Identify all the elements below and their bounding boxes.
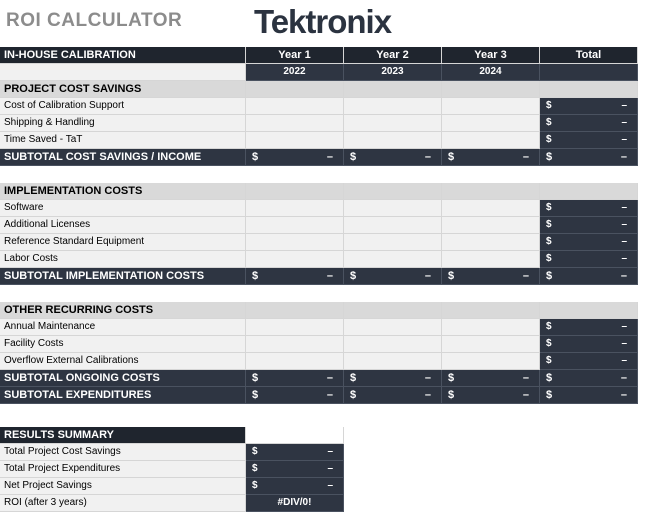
row-label[interactable]: Cost of Calibration Support (0, 98, 246, 115)
row-label[interactable]: Software (0, 200, 246, 217)
input-cell[interactable] (442, 319, 540, 336)
value-dash: – (621, 134, 627, 145)
value-dash: – (424, 372, 431, 384)
date-row-blank[interactable] (0, 64, 246, 81)
currency-sign: $ (546, 100, 552, 111)
input-cell[interactable] (344, 217, 442, 234)
currency-sign: $ (546, 372, 553, 384)
section-header (0, 183, 638, 200)
currency-sign: $ (350, 372, 357, 384)
currency-sign: $ (546, 253, 552, 264)
table-row (0, 495, 344, 512)
input-cell[interactable] (246, 98, 344, 115)
value-dash: – (620, 372, 627, 384)
table-row (0, 251, 638, 268)
section-header (0, 302, 638, 319)
value-dash: – (620, 270, 627, 282)
row-label[interactable]: Total Project Expenditures (0, 461, 246, 478)
app-title: ROI CALCULATOR (6, 10, 183, 31)
currency-sign: $ (252, 270, 259, 282)
value-dash: – (327, 446, 333, 457)
section-title-implementation[interactable]: IMPLEMENTATION COSTS (0, 183, 246, 200)
row-label[interactable]: Labor Costs (0, 251, 246, 268)
value-dash: – (522, 270, 529, 282)
currency-sign: $ (252, 463, 258, 474)
input-cell[interactable] (344, 234, 442, 251)
table-row (0, 132, 638, 149)
subtotal-cell[interactable] (246, 370, 344, 387)
input-cell[interactable] (442, 98, 540, 115)
input-cell[interactable] (246, 251, 344, 268)
subtotal-cell[interactable] (344, 268, 442, 285)
currency-sign: $ (448, 372, 455, 384)
row-label[interactable]: Additional Licenses (0, 217, 246, 234)
header-total[interactable]: Total (540, 47, 638, 64)
input-cell[interactable] (442, 132, 540, 149)
table-row (0, 444, 344, 461)
input-cell[interactable] (246, 200, 344, 217)
value-dash: – (327, 463, 333, 474)
value-dash: – (621, 321, 627, 332)
currency-sign: $ (448, 270, 455, 282)
input-cell[interactable] (442, 251, 540, 268)
subtotal-cell[interactable] (442, 387, 540, 404)
results-header-row (0, 427, 344, 444)
section-cell[interactable] (246, 183, 344, 200)
value-dash: – (621, 219, 627, 230)
row-label[interactable]: Time Saved - TaT (0, 132, 246, 149)
input-cell[interactable] (246, 353, 344, 370)
date-total-blank[interactable] (540, 64, 638, 81)
subtotal-row (0, 387, 638, 404)
subtotal-cell[interactable] (442, 268, 540, 285)
input-cell[interactable] (246, 115, 344, 132)
currency-sign: $ (546, 236, 552, 247)
currency-sign: $ (546, 389, 553, 401)
subtotal-label-cost-savings[interactable]: SUBTOTAL COST SAVINGS / INCOME (0, 149, 246, 166)
subtotal-row (0, 149, 638, 166)
input-cell[interactable] (246, 336, 344, 353)
spacer (0, 166, 638, 183)
subtotal-cell[interactable] (540, 387, 638, 404)
currency-sign: $ (546, 134, 552, 145)
value-dash: – (424, 389, 431, 401)
row-label[interactable]: Facility Costs (0, 336, 246, 353)
table-row (0, 115, 638, 132)
currency-sign: $ (546, 321, 552, 332)
value-dash: – (621, 253, 627, 264)
date-row (0, 64, 638, 81)
input-cell[interactable] (442, 234, 540, 251)
table-row (0, 336, 638, 353)
result-cell[interactable] (246, 461, 344, 478)
input-cell[interactable] (246, 132, 344, 149)
total-cell[interactable] (540, 251, 638, 268)
section-cell[interactable] (442, 183, 540, 200)
currency-sign: $ (546, 117, 552, 128)
input-cell[interactable] (344, 98, 442, 115)
table-row (0, 353, 638, 370)
subtotal-cell[interactable] (540, 149, 638, 166)
results-title[interactable]: RESULTS SUMMARY (0, 427, 246, 444)
date-year-2[interactable]: 2023 (344, 64, 442, 81)
input-cell[interactable] (442, 336, 540, 353)
subtotal-cell[interactable] (246, 149, 344, 166)
result-cell[interactable] (246, 478, 344, 495)
section-cell[interactable] (540, 302, 638, 319)
subtotal-row (0, 370, 638, 387)
table-row (0, 461, 344, 478)
input-cell[interactable] (246, 319, 344, 336)
total-cell[interactable] (540, 336, 638, 353)
input-cell[interactable] (344, 353, 442, 370)
subtotal-cell[interactable] (540, 268, 638, 285)
value-dash: – (522, 372, 529, 384)
row-label[interactable]: Net Project Savings (0, 478, 246, 495)
input-cell[interactable] (442, 115, 540, 132)
row-label[interactable]: Shipping & Handling (0, 115, 246, 132)
table-row (0, 234, 638, 251)
row-label[interactable]: Reference Standard Equipment (0, 234, 246, 251)
input-cell[interactable] (344, 132, 442, 149)
table-row (0, 478, 344, 495)
total-cell[interactable] (540, 217, 638, 234)
header-label[interactable]: IN-HOUSE CALIBRATION (0, 47, 246, 64)
currency-sign: $ (252, 151, 259, 163)
value-dash: – (326, 389, 333, 401)
total-cell[interactable] (540, 353, 638, 370)
section-cell[interactable] (442, 302, 540, 319)
section-cell[interactable] (344, 183, 442, 200)
currency-sign: $ (448, 151, 455, 163)
value-dash: – (522, 151, 529, 163)
value-dash: – (621, 117, 627, 128)
currency-sign: $ (546, 355, 552, 366)
results-summary-table (0, 427, 344, 512)
currency-sign: $ (546, 202, 552, 213)
roi-value[interactable]: #DIV/0! (246, 495, 344, 512)
header-year-3[interactable]: Year 3 (442, 47, 540, 64)
subtotal-cell[interactable] (442, 149, 540, 166)
currency-sign: $ (252, 389, 259, 401)
header-year-1[interactable]: Year 1 (246, 47, 344, 64)
currency-sign: $ (252, 446, 258, 457)
value-dash: – (621, 100, 627, 111)
subtotal-label-expenditures[interactable]: SUBTOTAL EXPENDITURES (0, 387, 246, 404)
value-dash: – (621, 236, 627, 247)
currency-sign: $ (546, 219, 552, 230)
section-title-cost-savings[interactable]: PROJECT COST SAVINGS (0, 81, 246, 98)
currency-sign: $ (252, 480, 258, 491)
section-cell[interactable] (344, 302, 442, 319)
input-cell[interactable] (442, 217, 540, 234)
currency-sign: $ (350, 270, 357, 282)
currency-sign: $ (546, 270, 553, 282)
section-title-recurring[interactable]: OTHER RECURRING COSTS (0, 302, 246, 319)
date-year-3[interactable]: 2024 (442, 64, 540, 81)
value-dash: – (326, 372, 333, 384)
currency-sign: $ (350, 389, 357, 401)
value-dash: – (620, 389, 627, 401)
results-header-blank[interactable] (246, 427, 344, 444)
table-row (0, 98, 638, 115)
section-cell[interactable] (540, 81, 638, 98)
input-cell[interactable] (246, 217, 344, 234)
input-cell[interactable] (344, 336, 442, 353)
subtotal-label-implementation[interactable]: SUBTOTAL IMPLEMENTATION COSTS (0, 268, 246, 285)
roi-table (0, 47, 638, 404)
section-cell[interactable] (246, 81, 344, 98)
subtotal-cell[interactable] (540, 370, 638, 387)
subtotal-cell[interactable] (344, 149, 442, 166)
section-header (0, 81, 638, 98)
currency-sign: $ (350, 151, 357, 163)
result-cell[interactable] (246, 444, 344, 461)
section-cell[interactable] (246, 302, 344, 319)
input-cell[interactable] (344, 115, 442, 132)
subtotal-cell[interactable] (246, 268, 344, 285)
table-row (0, 319, 638, 336)
header-year-2[interactable]: Year 2 (344, 47, 442, 64)
input-cell[interactable] (344, 319, 442, 336)
roi-label[interactable]: ROI (after 3 years) (0, 495, 246, 512)
total-cell[interactable] (540, 132, 638, 149)
input-cell[interactable] (344, 200, 442, 217)
spacer (0, 285, 638, 302)
total-cell[interactable] (540, 98, 638, 115)
input-cell[interactable] (442, 200, 540, 217)
currency-sign: $ (546, 338, 552, 349)
value-dash: – (621, 202, 627, 213)
header-row (0, 47, 638, 64)
input-cell[interactable] (442, 353, 540, 370)
section-cell[interactable] (442, 81, 540, 98)
tektronix-logo: Tektronix (254, 3, 392, 40)
value-dash: – (327, 480, 333, 491)
section-cell[interactable] (540, 183, 638, 200)
subtotal-cell[interactable] (344, 387, 442, 404)
currency-sign: $ (448, 389, 455, 401)
value-dash: – (522, 389, 529, 401)
section-cell[interactable] (344, 81, 442, 98)
date-year-1[interactable]: 2022 (246, 64, 344, 81)
subtotal-cell[interactable] (344, 370, 442, 387)
subtotal-row (0, 268, 638, 285)
value-dash: – (424, 151, 431, 163)
value-dash: – (326, 151, 333, 163)
table-row (0, 217, 638, 234)
value-dash: – (621, 338, 627, 349)
total-cell[interactable] (540, 319, 638, 336)
subtotal-cell[interactable] (442, 370, 540, 387)
total-cell[interactable] (540, 234, 638, 251)
subtotal-label-ongoing[interactable]: SUBTOTAL ONGOING COSTS (0, 370, 246, 387)
subtotal-cell[interactable] (246, 387, 344, 404)
total-cell[interactable] (540, 115, 638, 132)
input-cell[interactable] (246, 234, 344, 251)
currency-sign: $ (252, 372, 259, 384)
row-label[interactable]: Total Project Cost Savings (0, 444, 246, 461)
value-dash: – (620, 151, 627, 163)
value-dash: – (621, 355, 627, 366)
value-dash: – (424, 270, 431, 282)
table-row (0, 200, 638, 217)
row-label[interactable]: Annual Maintenance (0, 319, 246, 336)
row-label[interactable]: Overflow External Calibrations (0, 353, 246, 370)
currency-sign: $ (546, 151, 553, 163)
value-dash: – (326, 270, 333, 282)
input-cell[interactable] (344, 251, 442, 268)
total-cell[interactable] (540, 200, 638, 217)
